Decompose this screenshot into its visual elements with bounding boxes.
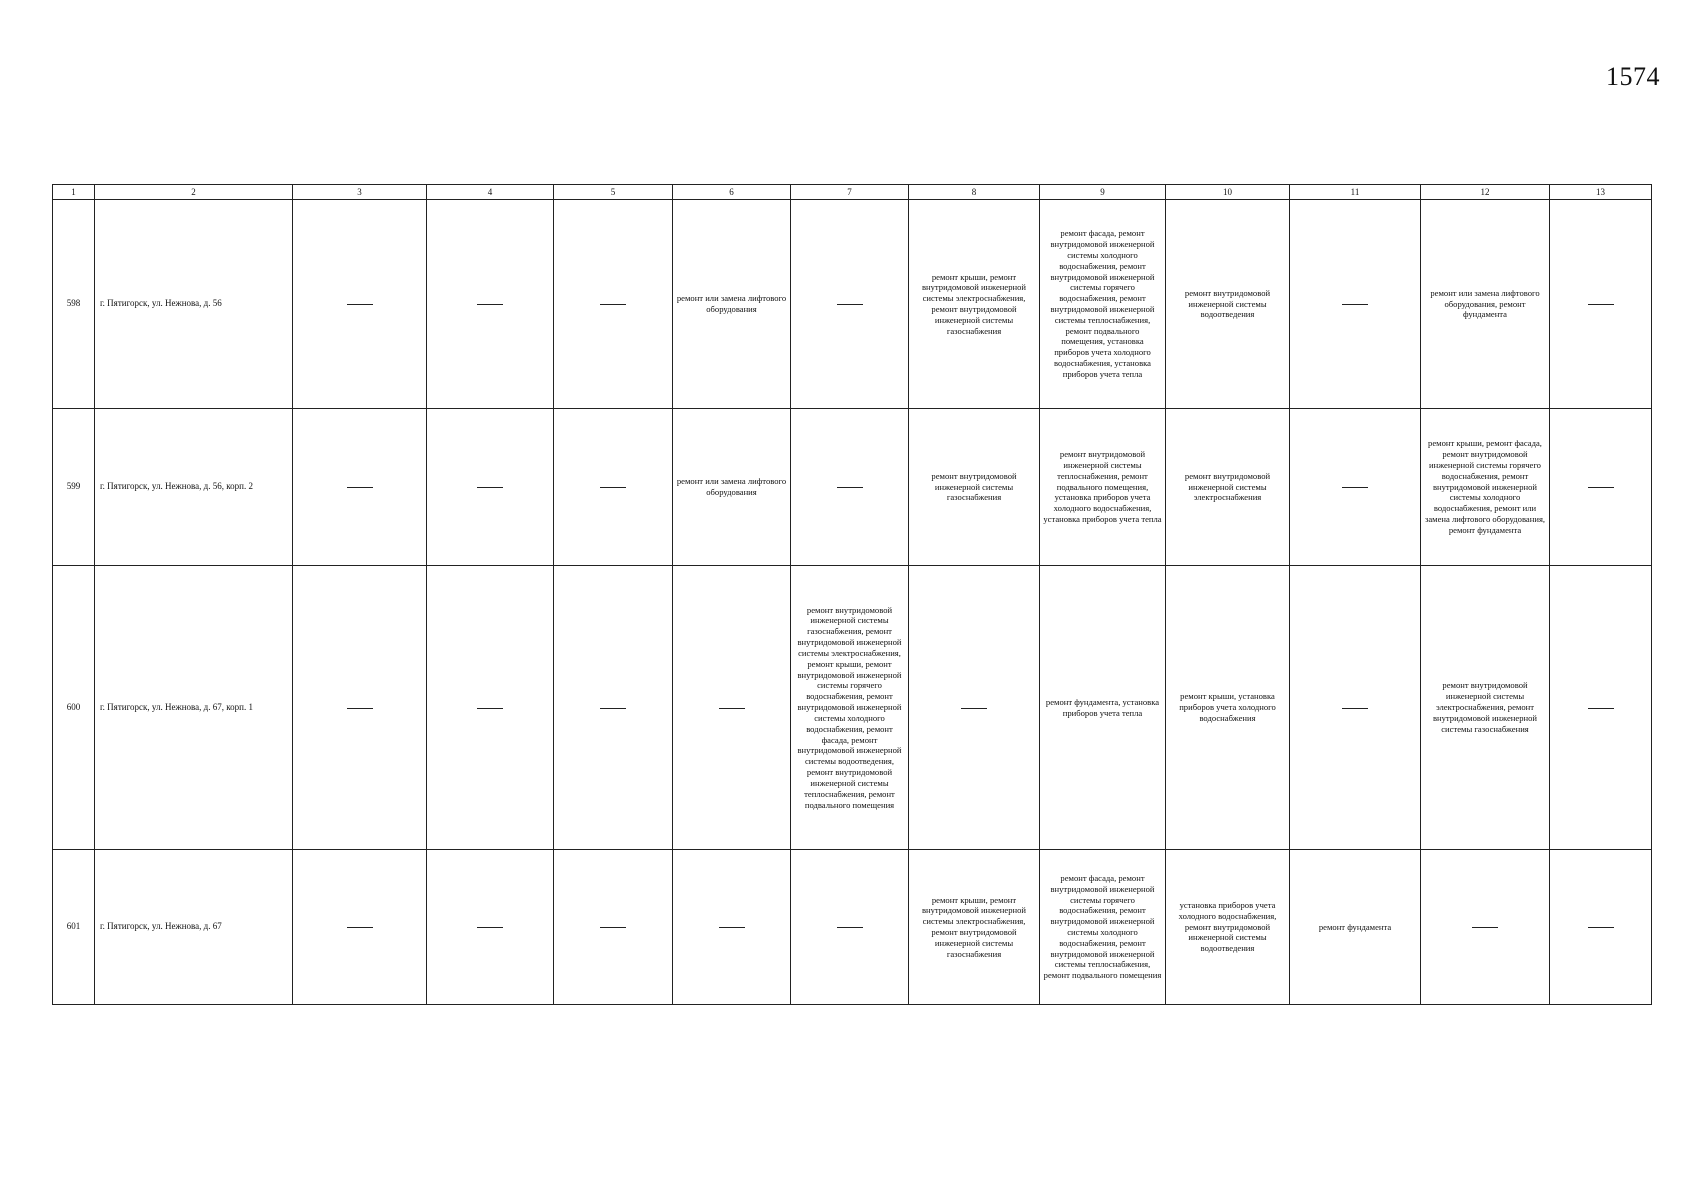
work-cell	[1550, 409, 1652, 566]
table-row	[53, 566, 1652, 850]
table-header-row	[53, 185, 1652, 200]
dash-mark	[477, 708, 503, 709]
work-cell	[293, 409, 427, 566]
dash-mark	[347, 927, 373, 928]
work-cell	[1421, 850, 1550, 1005]
work-cell	[554, 200, 673, 409]
dash-mark	[719, 927, 745, 928]
dash-mark	[600, 927, 626, 928]
work-cell: ремонт крыши, установка приборов учета холодного водоснабжения	[1166, 566, 1290, 850]
column-number: 7	[791, 185, 909, 200]
dash-mark	[719, 708, 745, 709]
work-cell	[1550, 566, 1652, 850]
work-cell: ремонт или замена лифтового оборудования, ремонт фундамента	[1421, 200, 1550, 409]
address-cell: г. Пятигорск, ул. Нежнова, д. 67	[95, 850, 293, 1005]
work-cell: ремонт внутридомовой инженерной системы газоснабжения, ремонт внутридомовой инженерной системы электроснабжения, ремонт крыши, ремонт внутридомовой инженерной системы горячего водоснабжения, ремонт внутридомовой инженерной системы холодного водоснабжения, ремонт фасада, ремонт внутридомовой инженерной системы водоотведения, ремонт внутридомовой инженерной системы теплоснабжения, ремонт подвального помещения	[791, 566, 909, 850]
page-number: 1574	[1606, 62, 1660, 91]
work-cell	[1290, 409, 1421, 566]
work-cell	[909, 566, 1040, 850]
dash-mark	[600, 304, 626, 305]
work-cell	[1290, 566, 1421, 850]
work-cell: ремонт внутридомовой инженерной системы теплоснабжения, ремонт подвального помещения, установка приборов учета холодного водоснабжения, установка приборов учета тепла	[1040, 409, 1166, 566]
dash-mark	[1342, 304, 1368, 305]
dash-mark	[837, 927, 863, 928]
dash-mark	[1588, 927, 1614, 928]
work-cell	[427, 850, 554, 1005]
column-number: 10	[1166, 185, 1290, 200]
work-cell	[791, 200, 909, 409]
row-number: 601	[53, 850, 95, 1005]
address-cell: г. Пятигорск, ул. Нежнова, д. 56	[95, 200, 293, 409]
work-cell	[554, 850, 673, 1005]
work-cell: ремонт внутридомовой инженерной системы электроснабжения, ремонт внутридомовой инженерной системы газоснабжения	[1421, 566, 1550, 850]
dash-mark	[477, 487, 503, 488]
dash-mark	[837, 487, 863, 488]
work-cell: ремонт внутридомовой инженерной системы водоотведения	[1166, 200, 1290, 409]
column-number: 3	[293, 185, 427, 200]
work-cell	[673, 850, 791, 1005]
work-cell	[427, 200, 554, 409]
dash-mark	[600, 487, 626, 488]
table-row	[53, 200, 1652, 409]
dash-mark	[347, 708, 373, 709]
work-cell: ремонт внутридомовой инженерной системы электроснабжения	[1166, 409, 1290, 566]
work-cell	[1290, 200, 1421, 409]
work-cell	[791, 850, 909, 1005]
table-row	[53, 850, 1652, 1005]
dash-mark	[347, 304, 373, 305]
address-cell: г. Пятигорск, ул. Нежнова, д. 56, корп. 2	[95, 409, 293, 566]
column-number: 9	[1040, 185, 1166, 200]
work-cell	[1550, 200, 1652, 409]
column-number: 11	[1290, 185, 1421, 200]
work-cell: ремонт крыши, ремонт внутридомовой инженерной системы электроснабжения, ремонт внутридомовой инженерной системы газоснабжения	[909, 850, 1040, 1005]
column-number: 2	[95, 185, 293, 200]
dash-mark	[1342, 487, 1368, 488]
work-cell: ремонт фасада, ремонт внутридомовой инженерной системы горячего водоснабжения, ремонт внутридомовой инженерной системы холодного водоснабжения, ремонт внутридомовой инженерной системы теплоснабжения, ремонт подвального помещения	[1040, 850, 1166, 1005]
dash-mark	[477, 927, 503, 928]
work-cell	[554, 409, 673, 566]
column-number: 4	[427, 185, 554, 200]
work-cell: ремонт внутридомовой инженерной системы газоснабжения	[909, 409, 1040, 566]
dash-mark	[961, 708, 987, 709]
repair-schedule-table	[52, 184, 1652, 1005]
work-cell	[293, 566, 427, 850]
work-cell	[427, 566, 554, 850]
work-cell: ремонт фундамента	[1290, 850, 1421, 1005]
address-cell: г. Пятигорск, ул. Нежнова, д. 67, корп. 1	[95, 566, 293, 850]
table-row	[53, 409, 1652, 566]
column-number: 8	[909, 185, 1040, 200]
dash-mark	[477, 304, 503, 305]
dash-mark	[1588, 708, 1614, 709]
work-cell: ремонт фасада, ремонт внутридомовой инженерной системы холодного водоснабжения, ремонт внутридомовой инженерной системы горячего водоснабжения, ремонт внутридомовой инженерной системы теплоснабжения, ремонт подвального помещения, установка приборов учета холодного водоснабжения, установка приборов учета тепла	[1040, 200, 1166, 409]
work-cell	[673, 566, 791, 850]
work-cell: установка приборов учета холодного водоснабжения, ремонт внутридомовой инженерной системы водоотведения	[1166, 850, 1290, 1005]
dash-mark	[1342, 708, 1368, 709]
work-cell: ремонт фундамента, установка приборов учета тепла	[1040, 566, 1166, 850]
work-cell: ремонт крыши, ремонт фасада, ремонт внутридомовой инженерной системы горячего водоснабжения, ремонт внутридомовой инженерной системы холодного водоснабжения, ремонт или замена лифтового оборудования, ремонт фундамента	[1421, 409, 1550, 566]
work-cell: ремонт крыши, ремонт внутридомовой инженерной системы электроснабжения, ремонт внутридомовой инженерной системы газоснабжения	[909, 200, 1040, 409]
work-cell	[427, 409, 554, 566]
column-number: 1	[53, 185, 95, 200]
column-number: 12	[1421, 185, 1550, 200]
work-cell: ремонт или замена лифтового оборудования	[673, 409, 791, 566]
dash-mark	[1588, 487, 1614, 488]
work-cell	[554, 566, 673, 850]
row-number: 600	[53, 566, 95, 850]
work-cell	[293, 850, 427, 1005]
row-number: 599	[53, 409, 95, 566]
dash-mark	[1472, 927, 1498, 928]
dash-mark	[347, 487, 373, 488]
column-number: 6	[673, 185, 791, 200]
dash-mark	[600, 708, 626, 709]
dash-mark	[837, 304, 863, 305]
dash-mark	[1588, 304, 1614, 305]
column-number: 13	[1550, 185, 1652, 200]
column-number: 5	[554, 185, 673, 200]
work-cell	[1550, 850, 1652, 1005]
work-cell	[791, 409, 909, 566]
work-cell	[293, 200, 427, 409]
row-number: 598	[53, 200, 95, 409]
work-cell: ремонт или замена лифтового оборудования	[673, 200, 791, 409]
